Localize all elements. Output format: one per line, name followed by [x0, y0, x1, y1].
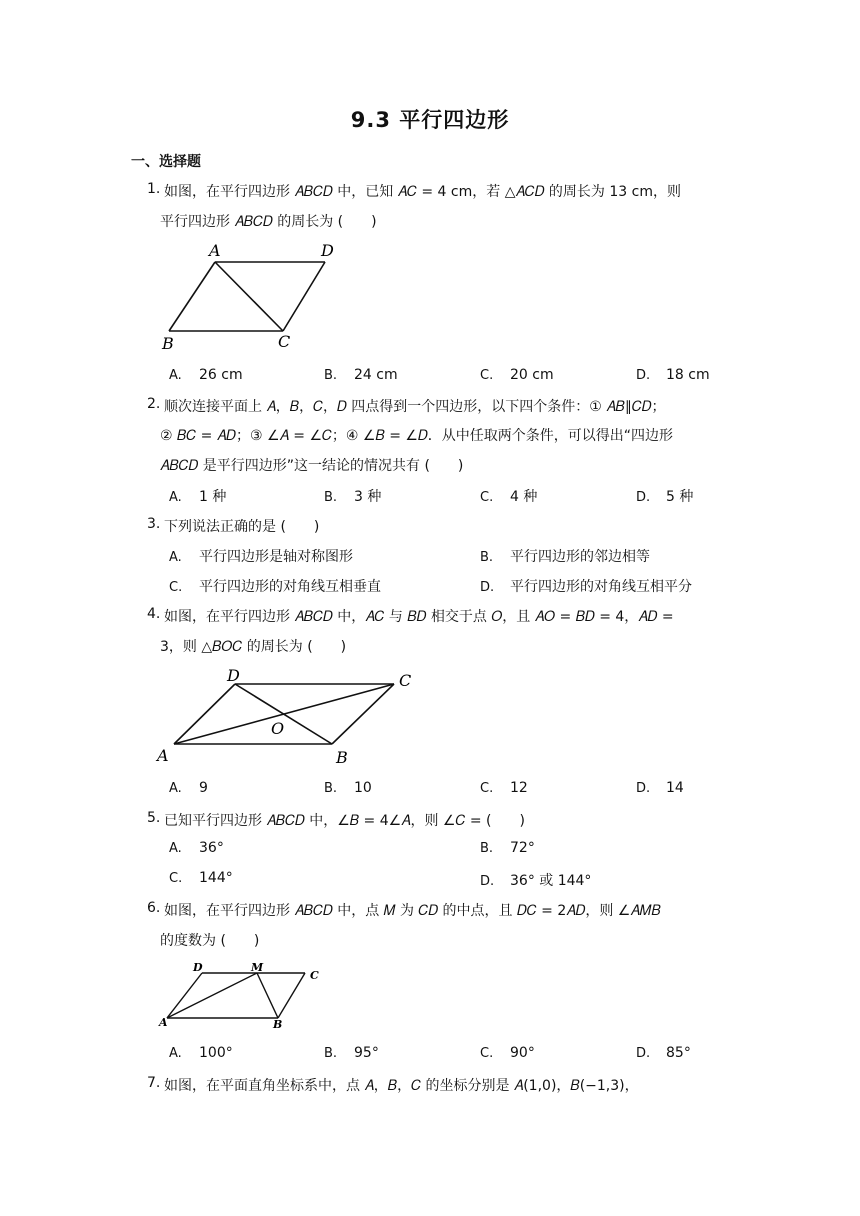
question-1-option-a[interactable] [169, 367, 243, 383]
question-4-option-a[interactable] [169, 780, 208, 796]
q4-vertex-c-label: C [399, 671, 412, 690]
question-6-option-a[interactable] [169, 1045, 233, 1061]
question-4-option-c[interactable] [480, 780, 528, 796]
q1-vertex-c-label: C [278, 332, 291, 351]
option-label: D. [636, 781, 651, 796]
q1-vertex-b-label: B [162, 334, 174, 353]
question-6-number: 6. [147, 900, 161, 916]
question-4-option-d[interactable] [636, 780, 684, 796]
question-6-text-line-2: 的度数为 ( ) [160, 933, 260, 949]
option-label: D. [636, 490, 651, 505]
question-4-number: 4. [147, 606, 161, 622]
q1-vertex-d-label: D [321, 241, 334, 260]
option-text: 26 cm [199, 367, 243, 383]
q6-vertex-c-label: C [310, 969, 319, 982]
option-text: 144° [199, 870, 233, 886]
question-1-figure [155, 238, 345, 356]
question-7-number: 7. [147, 1075, 161, 1091]
option-label: C. [169, 871, 183, 886]
option-text: 100° [199, 1045, 233, 1061]
option-label: D. [636, 368, 651, 383]
question-5-option-a[interactable] [169, 840, 224, 856]
q6-point-m-label: M [251, 961, 264, 974]
option-label: A. [169, 368, 182, 383]
question-3-number: 3. [147, 516, 161, 532]
question-2-option-d[interactable] [636, 486, 693, 506]
question-4-figure [150, 664, 420, 772]
option-text: 14 [666, 780, 684, 796]
question-2-option-c[interactable] [480, 486, 537, 506]
question-2-number: 2. [147, 396, 161, 412]
question-3-option-c[interactable] [169, 576, 381, 596]
option-label: C. [480, 781, 494, 796]
option-text: 36° [199, 840, 224, 856]
question-3-text-line-1: 下列说法正确的是 ( ) [164, 519, 320, 535]
option-text: 9 [199, 780, 208, 796]
question-1-text-line-2: 平行四边形 𝐴𝐵𝐶𝐷 的周长为 ( ) [160, 214, 377, 230]
option-text: 平行四边形的对角线互相垂直 [199, 579, 381, 595]
question-5-text-line-1: 已知平行四边形 𝐴𝐵𝐶𝐷 中，∠𝐵 = 4∠𝐴，则 ∠𝐶 = ( ) [164, 813, 525, 829]
question-2-text-line-1: 顺次连接平面上 𝐴，𝐵，𝐶，𝐷 四点得到一个四边形，以下四个条件：① 𝐴𝐵∥𝐶𝐷； [164, 399, 666, 415]
question-5-number: 5. [147, 810, 161, 826]
question-1-option-d[interactable] [636, 367, 710, 383]
question-3-option-d[interactable] [480, 576, 692, 596]
question-4-option-b[interactable] [324, 780, 372, 796]
option-text: 平行四边形的对角线互相平分 [510, 579, 692, 595]
q4-point-o-label: O [271, 719, 285, 738]
option-label: A. [169, 1046, 182, 1061]
option-text: 24 cm [354, 367, 398, 383]
question-6-option-d[interactable] [636, 1045, 691, 1061]
option-text: 平行四边形是轴对称图形 [199, 549, 353, 565]
question-3-option-b[interactable] [480, 546, 650, 566]
option-label: B. [324, 368, 338, 383]
question-4-text-line-1: 如图，在平行四边形 𝐴𝐵𝐶𝐷 中，𝐴𝐶 与 𝐵𝐷 相交于点 𝑂，且 𝐴𝑂 = 𝐵𝐷 = 4，𝐴𝐷 = [164, 609, 674, 625]
option-label: C. [480, 1046, 494, 1061]
option-label: C. [480, 368, 494, 383]
question-6-option-b[interactable] [324, 1045, 379, 1061]
question-4-text-line-2: 3，则 △𝐵𝑂𝐶 的周长为 ( ) [160, 639, 347, 655]
option-text: 3 种 [354, 489, 382, 505]
question-2-option-a[interactable] [169, 486, 226, 506]
question-1-option-b[interactable] [324, 367, 398, 383]
question-7-text-line-1: 如图，在平面直角坐标系中，点 𝐴，𝐵，𝐶 的坐标分别是 𝐴(1,0)，𝐵(−1,3)， [164, 1078, 639, 1094]
option-label: A. [169, 781, 182, 796]
question-2-text-line-3: 𝐴𝐵𝐶𝐷 是平行四边形”这一结论的情况共有 ( ) [160, 458, 464, 474]
option-label: C. [169, 580, 183, 595]
option-label: C. [480, 490, 494, 505]
option-text: 10 [354, 780, 372, 796]
question-1-option-c[interactable] [480, 367, 554, 383]
q4-vertex-d-label: D [227, 666, 240, 685]
question-1-number: 1. [147, 181, 161, 197]
option-label: B. [324, 781, 338, 796]
option-label: B. [480, 841, 494, 856]
question-5-option-b[interactable] [480, 840, 535, 856]
q4-vertex-a-label: A [157, 746, 169, 765]
question-6-option-c[interactable] [480, 1045, 535, 1061]
option-label: B. [480, 550, 494, 565]
option-label: D. [480, 874, 495, 889]
option-label: A. [169, 841, 182, 856]
option-label: D. [636, 1046, 651, 1061]
option-label: B. [324, 490, 338, 505]
question-2-text-line-2: ② 𝐵𝐶 = 𝐴𝐷；③ ∠𝐴 = ∠𝐶；④ ∠𝐵 = ∠𝐷．从中任取两个条件，可以得出“四边形 [160, 428, 673, 444]
option-text: 平行四边形的邻边相等 [510, 549, 650, 565]
option-text: 5 种 [666, 489, 694, 505]
option-label: A. [169, 490, 182, 505]
section-heading: 一、选择题 [131, 154, 201, 170]
question-5-option-d[interactable] [480, 870, 591, 890]
option-text: 95° [354, 1045, 379, 1061]
q6-vertex-b-label: B [273, 1018, 283, 1031]
option-text: 90° [510, 1045, 535, 1061]
option-text: 4 种 [510, 489, 538, 505]
option-text: 36° 或 144° [510, 873, 592, 889]
q4-vertex-b-label: B [336, 748, 348, 767]
option-text: 12 [510, 780, 528, 796]
q1-vertex-a-label: A [209, 241, 221, 260]
option-label: D. [480, 580, 495, 595]
question-6-figure [155, 960, 330, 1032]
option-text: 85° [666, 1045, 691, 1061]
option-text: 72° [510, 840, 535, 856]
page-title: 9.3 平行四边形 [350, 108, 510, 132]
q6-vertex-d-label: D [193, 961, 203, 974]
question-2-option-b[interactable] [324, 486, 381, 506]
option-text: 1 种 [199, 489, 227, 505]
question-3-option-a[interactable] [169, 546, 353, 566]
option-label: A. [169, 550, 182, 565]
question-1-text-line-1: 如图，在平行四边形 𝐴𝐵𝐶𝐷 中，已知 𝐴𝐶 = 4 cm，若 △𝐴𝐶𝐷 的周长为 13 cm，则 [164, 184, 681, 200]
q6-vertex-a-label: A [159, 1016, 168, 1029]
question-6-text-line-1: 如图，在平行四边形 𝐴𝐵𝐶𝐷 中，点 𝑀 为 𝐶𝐷 的中点，且 𝐷𝐶 = 2𝐴𝐷，则 ∠𝐴𝑀𝐵 [164, 903, 661, 919]
option-label: B. [324, 1046, 338, 1061]
option-text: 18 cm [666, 367, 710, 383]
question-5-option-c[interactable] [169, 870, 233, 886]
option-text: 20 cm [510, 367, 554, 383]
